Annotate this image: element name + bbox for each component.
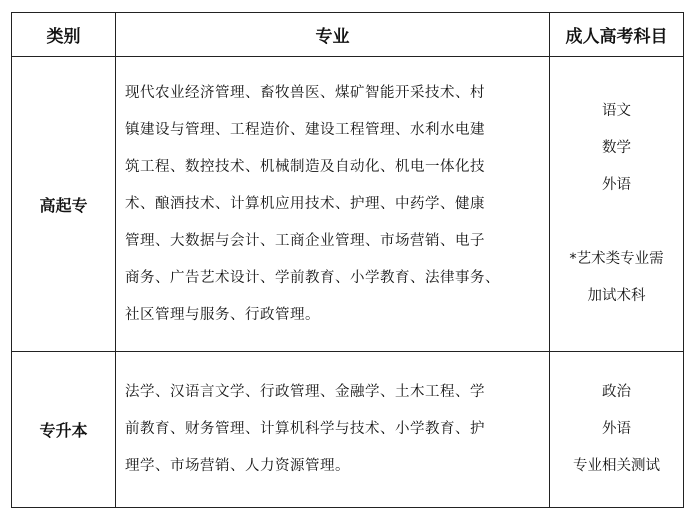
- majors-line: 前教育、财务管理、计算机科学与技术、小学教育、护: [125, 420, 485, 437]
- majors-line: 术、酿酒技术、计算机应用技术、护理、中药学、健康: [125, 195, 485, 212]
- header-major: 专业: [116, 13, 550, 57]
- subject-item: 外语: [602, 420, 631, 437]
- majors-cell: [116, 351, 550, 507]
- table-header-row: [12, 13, 684, 57]
- majors-line: 社区管理与服务、行政管理。: [125, 306, 320, 323]
- category-cell: 高起专: [12, 57, 116, 351]
- majors-line: 现代农业经济管理、畜牧兽医、煤矿智能开采技术、村: [125, 84, 485, 101]
- majors-line: 商务、广告艺术设计、学前教育、小学教育、法律事务、: [125, 269, 500, 286]
- majors-line: 镇建设与管理、工程造价、建设工程管理、水利水电建: [125, 121, 485, 138]
- category-cell: 专升本: [12, 351, 116, 507]
- subject-item: 数学: [602, 140, 631, 157]
- header-exam-subjects: 成人高考科目: [550, 13, 684, 57]
- subjects-cell: [550, 57, 684, 351]
- subjects-table: [11, 12, 684, 508]
- majors-line: 理学、市场营销、人力资源管理。: [125, 457, 350, 474]
- majors-cell: [116, 57, 550, 351]
- subject-item: 语文: [602, 103, 631, 120]
- header-category: 类别: [12, 13, 116, 57]
- subject-item: 政治: [602, 383, 631, 400]
- subject-item: 外语: [602, 177, 631, 194]
- majors-line: 管理、大数据与会计、工商企业管理、市场营销、电子: [125, 232, 485, 249]
- majors-line: 筑工程、数控技术、机械制造及自动化、机电一体化技: [125, 158, 485, 175]
- table-row: [12, 57, 684, 351]
- subject-note: *艺术类专业需: [569, 251, 664, 268]
- table-row: [12, 351, 684, 507]
- subject-item: 专业相关测试: [573, 457, 660, 474]
- spacer: [550, 204, 683, 241]
- majors-line: 法学、汉语言文学、行政管理、金融学、土木工程、学: [125, 383, 485, 400]
- subject-note: 加试术科: [587, 288, 646, 305]
- subjects-cell: [550, 351, 684, 507]
